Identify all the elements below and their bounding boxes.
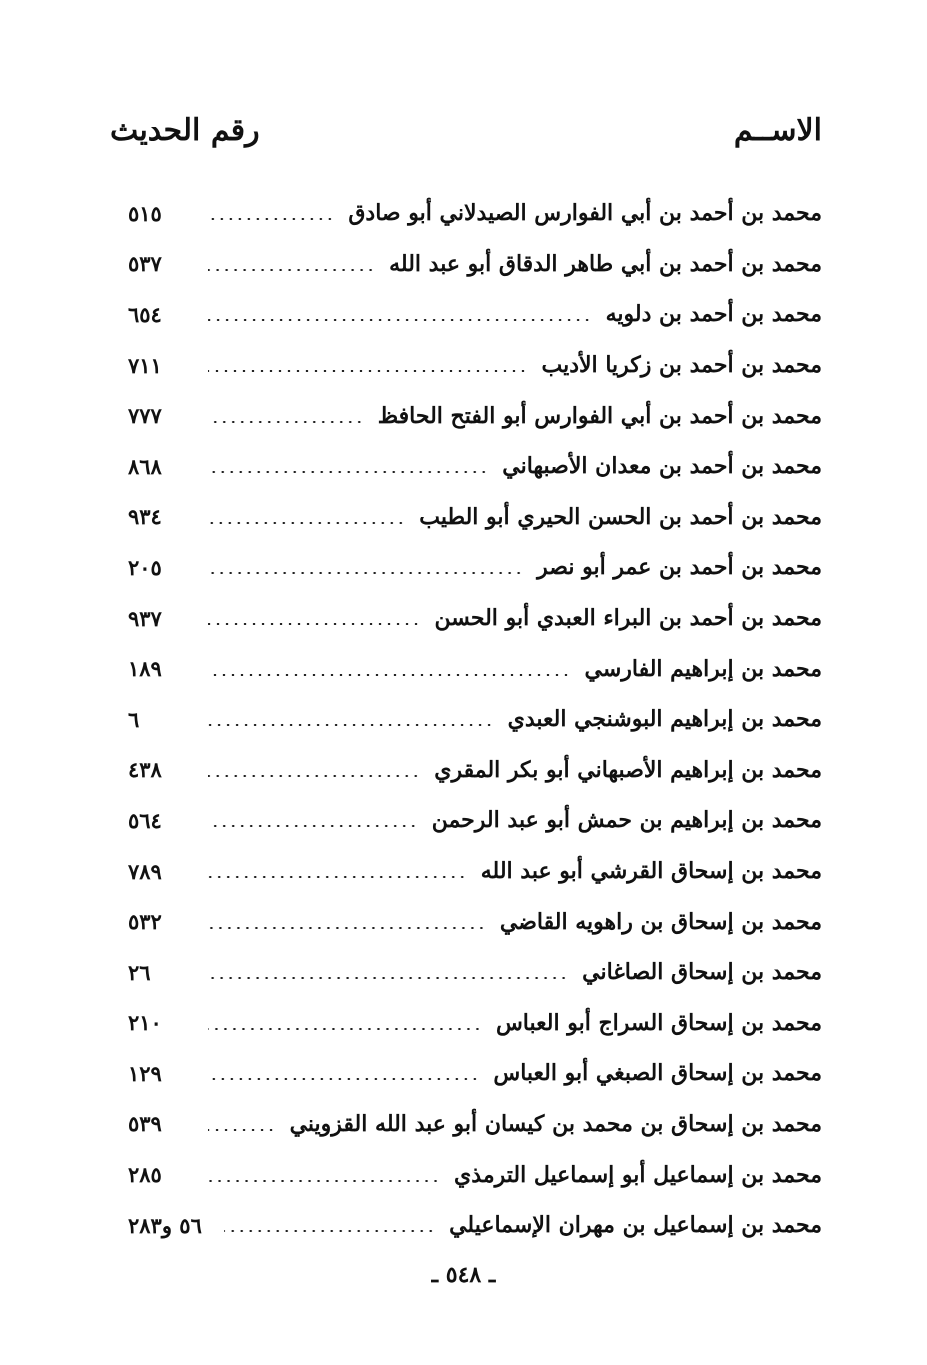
index-entry <box>128 492 822 543</box>
hadith-number: ١٨٩ <box>128 656 162 682</box>
dot-leader <box>208 218 334 220</box>
hadith-number: ١٢٩ <box>128 1060 162 1086</box>
hadith-number: ٢٠٥ <box>128 554 162 580</box>
index-entry <box>128 694 822 745</box>
index-entry <box>128 289 822 340</box>
entry-name: محمد بن أحمد بن أبي الفوارس أبو الفتح الحافظ <box>377 402 822 429</box>
hadith-number: ٧١١ <box>128 352 162 378</box>
entry-name: محمد بن أحمد بن أبي الفوارس الصيدلاني أبو صادق <box>348 200 822 227</box>
hadith-number: ٩٣٧ <box>128 605 162 631</box>
hadith-number: ٢٨٥ <box>128 1162 162 1188</box>
index-entry <box>128 896 822 947</box>
dot-leader <box>208 471 488 473</box>
dot-leader <box>224 1230 435 1232</box>
index-entry <box>128 795 822 846</box>
index-entry <box>128 947 822 998</box>
dot-leader <box>208 623 421 625</box>
dot-leader <box>208 674 570 676</box>
entry-name: محمد بن إبراهيم بن حمش أبو عبد الرحمن <box>431 807 822 834</box>
hadith-number: ٥٣٧ <box>128 251 162 277</box>
entry-name: محمد بن أحمد بن الحسن الحيري أبو الطيب <box>419 503 822 530</box>
entry-name: محمد بن إسماعيل أبو إسماعيل الترمذي <box>454 1161 822 1188</box>
index-entries-list <box>128 188 822 1250</box>
dot-leader <box>208 572 523 574</box>
entry-name: محمد بن أحمد بن زكريا الأديب <box>541 352 822 379</box>
index-entry <box>128 1200 822 1251</box>
entry-name: محمد بن إسماعيل بن مهران الإسماعيلي <box>449 1212 822 1239</box>
page-number: ـ ٥٤٨ ـ <box>431 1262 496 1288</box>
entry-name: محمد بن إبراهيم الأصبهاني أبو بكر المقري <box>434 756 822 783</box>
hadith-number: ٤٣٨ <box>128 757 162 783</box>
index-entry <box>128 846 822 897</box>
hadith-number: ٥٣٢ <box>128 909 162 935</box>
entry-name: محمد بن إسحاق القرشي أبو عبد الله <box>480 858 822 885</box>
hadith-number: ٧٨٩ <box>128 858 162 884</box>
index-entry <box>128 643 822 694</box>
entry-name: محمد بن إسحاق الصبغي أبو العباس <box>493 1060 822 1087</box>
hadith-number: ٦ <box>128 706 140 732</box>
index-entry <box>128 542 822 593</box>
dot-leader <box>208 775 420 777</box>
entry-name: محمد بن إسحاق الصاغاني <box>582 959 822 986</box>
entry-name: محمد بن أحمد بن معدان الأصبهاني <box>502 453 822 480</box>
dot-leader <box>208 876 467 878</box>
dot-leader <box>208 724 494 726</box>
index-entry <box>128 340 822 391</box>
hadith-number: ٢١٠ <box>128 1010 162 1036</box>
index-entry <box>128 390 822 441</box>
dot-leader <box>208 825 418 827</box>
index-entry <box>128 1149 822 1200</box>
entry-name: محمد بن إبراهيم الفارسي <box>584 655 822 682</box>
dot-leader <box>208 522 405 524</box>
index-entry <box>128 593 822 644</box>
index-entry <box>128 1099 822 1150</box>
hadith-number: ٥١٥ <box>128 200 162 226</box>
hadith-number: ٦٥٤ <box>128 301 162 327</box>
hadith-number: ٥٦٤ <box>128 807 162 833</box>
hadith-number: ٨٦٨ <box>128 453 162 479</box>
entry-name: محمد بن إسحاق السراج أبو العباس <box>495 1009 822 1036</box>
entry-name: محمد بن أحمد بن دلويه <box>605 301 822 328</box>
entry-name: محمد بن إسحاق بن راهويه القاضي <box>499 908 822 935</box>
entry-name: محمد بن أحمد بن البراء العبدي أبو الحسن <box>434 605 822 632</box>
index-entry <box>128 745 822 796</box>
index-entry <box>128 239 822 290</box>
entry-name: محمد بن أحمد بن عمر أبو نصر <box>537 554 822 581</box>
dot-leader <box>208 1129 276 1131</box>
dot-leader <box>208 269 375 271</box>
hadith-number: ٥٦ و٢٨٣ <box>128 1212 202 1238</box>
hadith-number: ٥٣٩ <box>128 1111 162 1137</box>
hadith-number: ٢٦ <box>128 959 151 985</box>
index-entry <box>128 1048 822 1099</box>
dot-leader <box>208 927 486 929</box>
entry-name: محمد بن إسحاق بن محمد بن كيسان أبو عبد الله القزويني <box>289 1110 822 1137</box>
index-entry <box>128 441 822 492</box>
entry-name: محمد بن أحمد بن أبي طاهر الدقاق أبو عبد الله <box>389 250 822 277</box>
hadith-number: ٩٣٤ <box>128 504 162 530</box>
dot-leader <box>208 421 364 423</box>
name-column-heading: الاســم <box>733 112 822 148</box>
dot-leader <box>208 319 592 321</box>
index-entry <box>128 188 822 239</box>
dot-leader <box>208 1028 482 1030</box>
column-header <box>110 106 822 154</box>
dot-leader <box>208 977 568 979</box>
dot-leader <box>208 1180 440 1182</box>
dot-leader <box>208 1078 479 1080</box>
index-entry <box>128 998 822 1049</box>
hadith-number: ٧٧٧ <box>128 403 162 429</box>
entry-name: محمد بن إبراهيم البوشنجي العبدي <box>507 706 822 733</box>
number-column-heading: رقم الحديث <box>110 112 260 148</box>
dot-leader <box>208 370 527 372</box>
